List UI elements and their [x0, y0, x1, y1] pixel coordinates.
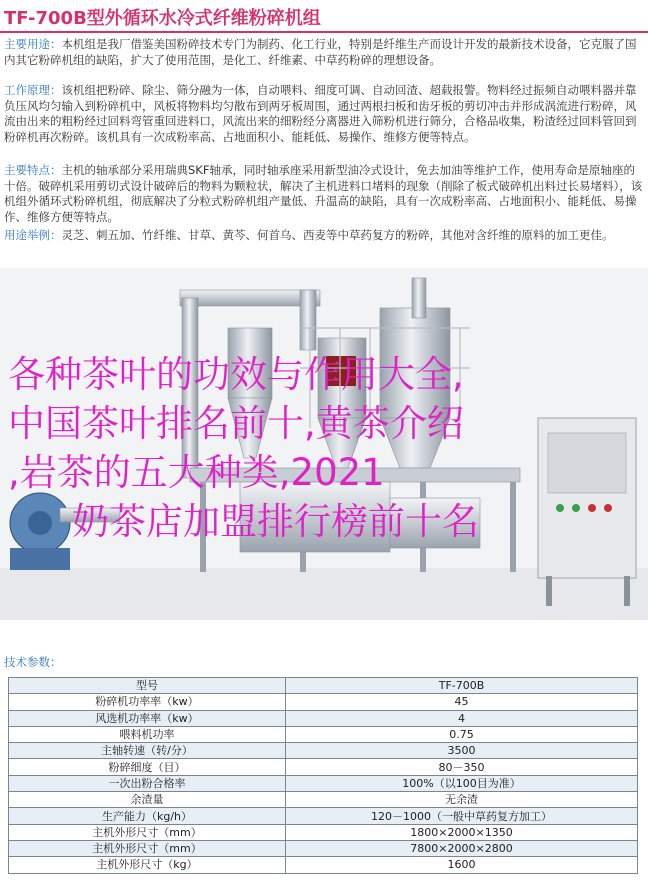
spec-key: 粉碎细度（目） — [9, 759, 286, 775]
table-row — [9, 824, 638, 840]
section-lead: 工作原理： — [4, 83, 62, 97]
table-row — [9, 694, 638, 710]
table-row — [9, 792, 638, 808]
spec-value: TF-700B — [286, 678, 638, 694]
section-examples — [4, 228, 644, 244]
table-row — [9, 743, 638, 759]
table-row — [9, 857, 638, 873]
spec-key: 余渣量 — [9, 792, 286, 808]
spec-value: 无余渣 — [286, 792, 638, 808]
table-row — [9, 726, 638, 742]
table-row — [9, 840, 638, 856]
title-bar — [0, 0, 648, 33]
overlay-headline — [8, 350, 638, 546]
spec-key: 主机外形尺寸（kg） — [9, 857, 286, 873]
section-lead: 主要用途： — [4, 37, 62, 51]
spec-value: 3500 — [286, 743, 638, 759]
spec-key: 型号 — [9, 678, 286, 694]
overlay-line: ,岩茶的五大种类,2021 — [8, 451, 385, 494]
section-text: 灵芝、刺五加、竹纤维、甘草、黄芩、何首乌、西麦等中草药复方的粉碎，其他对含纤维的原料的加工更佳。 — [61, 228, 614, 242]
page-title: TF-700B型外循环水冷式纤维粉碎机组 — [4, 8, 321, 29]
table-row — [9, 808, 638, 824]
spec-value: 7800×2000×2800 — [286, 840, 638, 856]
section-text: 本机组是我厂借鉴美国粉碎技术专门为制药、化工行业，特别是纤维生产而设计开发的最新技术设备，它克服了国内其它粉碎机组的缺陷，扩大了使用范围，是化工、纤维素、中草药粉碎的理想设备。 — [4, 37, 637, 67]
spec-value: 0.75 — [286, 726, 638, 742]
section-text: 该机组把粉碎、除尘、筛分融为一体，自动喂料、细度可调、自动回渣、超载报警。物料经过振频自动喂料器并靠负压风均匀输入到粉碎机中，风板将物料均匀散布到两牙板周围，通过两根扫板和齿牙板的剪切冲击并形成涡流进行粉碎，风流由出来的粗粉经过回料弯管重回进料口，风流出来的细粉经分离器进入筛粉机进行筛分，合格品收集，粉渣经过回料管回到粉碎机再次粉碎。该机具有一次成粉率高、占地面积小、能耗低、易操作、维修方便等特点。 — [4, 83, 637, 144]
spec-value: 4 — [286, 710, 638, 726]
spec-key: 喂料机功率 — [9, 726, 286, 742]
spec-value: 1800×2000×1350 — [286, 824, 638, 840]
spec-key: 主机外形尺寸（mm） — [9, 824, 286, 840]
table-row — [9, 759, 638, 775]
spec-value: 1600 — [286, 857, 638, 873]
overlay-line: 中国茶叶排名前十,黄茶介绍 — [8, 402, 464, 445]
spec-table — [8, 677, 638, 874]
table-row — [9, 775, 638, 791]
spec-key: 生产能力（kg/h） — [9, 808, 286, 824]
spec-key: 粉碎机功率率（kw） — [9, 694, 286, 710]
spec-value: 100%（以100目为准） — [286, 775, 638, 791]
spec-title: 技术参数： — [4, 655, 62, 669]
spec-value: 45 — [286, 694, 638, 710]
spec-key: 主机外形尺寸（mm） — [9, 840, 286, 856]
spec-key: 一次出粉合格率 — [9, 775, 286, 791]
spec-value: 120－1000（一般中草药复方加工） — [286, 808, 638, 824]
spec-key: 风选机功率率（kw） — [9, 710, 286, 726]
section-usage — [4, 37, 644, 68]
table-row — [9, 710, 638, 726]
overlay-line: 奶茶店加盟排行榜前十名 — [72, 500, 479, 543]
title-rule — [0, 31, 648, 33]
overlay-line: 各种茶叶的功效与作用大全, — [8, 353, 464, 396]
section-features — [4, 163, 644, 225]
section-text: 主机的轴承部分采用瑞典SKF轴承，同时轴承座采用新型油冷式设计，免去加油等维护工作，使用寿命是原轴座的十倍。破碎机采用剪切式设计破碎后的物料为颗粒状，解决了主机进料口堵料的现象（削除了板式破碎机出料过长易堵料），该机组外循环式粉碎机组，彻底解决了分粒式粉碎机组产量低、升温高的缺陷，具有一次成粉率高、占地面积小、能耗低、易操作、维修方便等特点。 — [4, 163, 643, 224]
table-row — [9, 678, 638, 694]
spec-key: 主轴转速（转/分） — [9, 743, 286, 759]
section-lead: 用途举例： — [4, 228, 62, 242]
spec-value: 80－350 — [286, 759, 638, 775]
section-principle — [4, 83, 644, 145]
section-lead: 主要特点： — [4, 163, 62, 177]
